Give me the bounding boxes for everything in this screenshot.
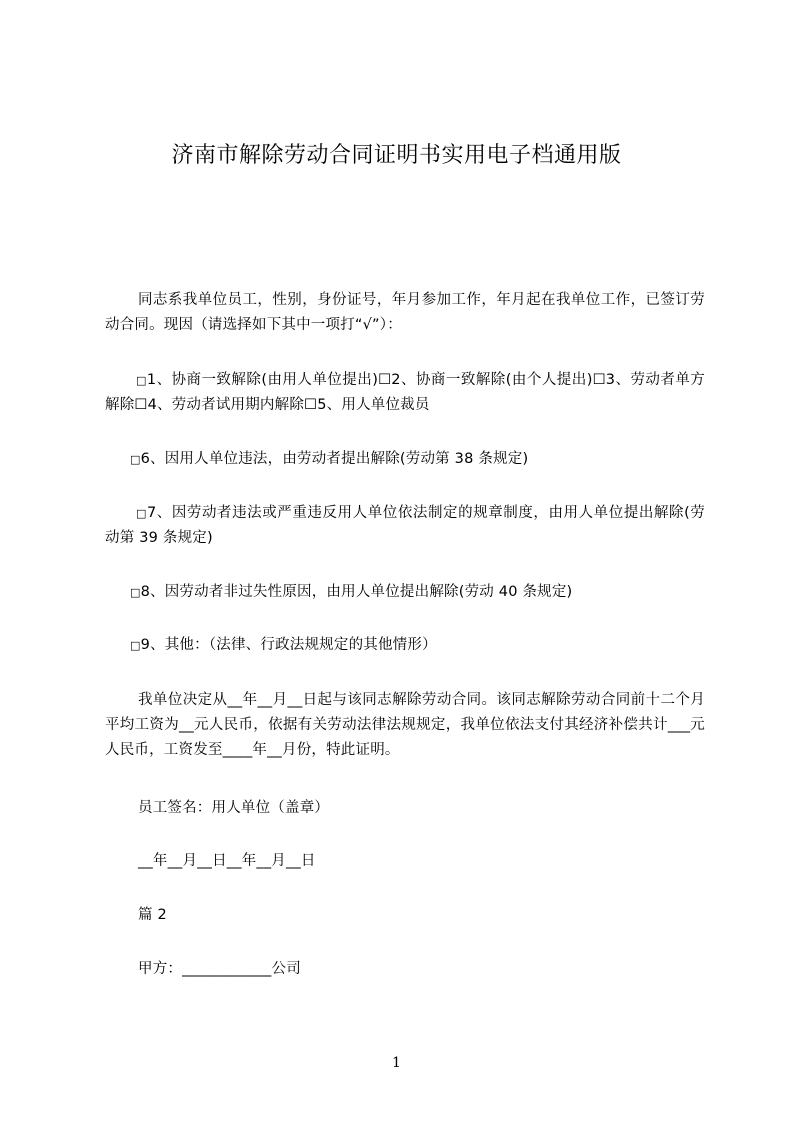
- date-line: __年__月__日__年__月__日: [138, 853, 316, 869]
- option-5: 5、用人单位裁员: [317, 397, 430, 413]
- page-number: 1: [392, 1055, 401, 1071]
- option-6: 6、因用人单位违法，由劳动者提出解除(劳动第 38 条规定): [140, 451, 529, 467]
- checkbox-icon: ☐: [304, 397, 318, 413]
- option-8-paragraph: [105, 580, 705, 605]
- option-9: 9、其他：（法律、行政法规规定的其他情形）: [140, 637, 437, 653]
- section-heading-part-2: 篇 2: [138, 907, 167, 923]
- option-7-paragraph: [105, 501, 705, 551]
- option-3: 3、劳动者单方解除: [105, 372, 706, 413]
- paragraph-intro: 同志系我单位员工，性别，身份证号，年月参加工作，年月起在我单位工作，已签订劳动合同。现因（请选择如下其中一项打“√”）：: [105, 292, 705, 333]
- checkbox-icon: ☐: [592, 372, 606, 388]
- paragraph-decision: 我单位决定从__年__月__日起与该同志解除劳动合同。该同志解除劳动合同前十二个月平均工资为__元人民币，依据有关劳动法律法规规定，我单位依法支付其经济补偿共计___元人民币，工资发至____年__月份，特此证明。: [105, 692, 705, 758]
- signature-line: 员工签名：用人单位（盖章）: [138, 800, 330, 816]
- checkbox-icon: □: [130, 586, 141, 599]
- option-9-paragraph: [105, 633, 705, 658]
- checkbox-icon: □: [130, 453, 141, 466]
- checkbox-icon: □: [136, 374, 147, 387]
- option-7: 7、因劳动者违法或严重违反用人单位依法制定的规章制度，由用人单位提出解除(劳动第 39 条规定): [105, 505, 706, 546]
- party-a-line: 甲方：____________公司: [138, 961, 301, 977]
- checkbox-icon: ☐: [378, 372, 392, 388]
- document-title: 济南市解除劳动合同证明书实用电子档通用版: [171, 143, 622, 168]
- options-paragraph-1-5: [105, 368, 705, 418]
- option-4: 4、劳动者试用期内解除: [147, 397, 305, 413]
- option-8: 8、因劳动者非过失性原因，由用人单位提出解除(劳动 40 条规定): [140, 584, 573, 600]
- option-1: 1、协商一致解除(由用人单位提出): [146, 372, 379, 388]
- checkbox-icon: ☐: [134, 397, 148, 413]
- checkbox-icon: □: [130, 639, 141, 652]
- option-2: 2、协商一致解除(由个人提出): [391, 372, 593, 388]
- checkbox-icon: □: [136, 507, 147, 520]
- option-6-paragraph: [105, 447, 705, 472]
